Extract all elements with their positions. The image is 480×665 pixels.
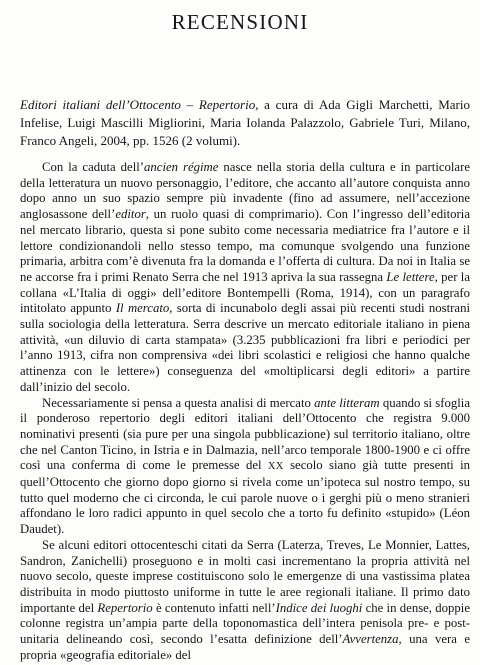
italic-title: Indice dei luoghi <box>275 600 363 615</box>
text-run: nasce nella storia della cultura e in particolare della letteratura un nuovo personaggio, l’editore, che accanto all’autore conquista anno dopo anno un suo spazio sempre più invadente (fino ad assumere, nell’accezione anglosassone dell’ <box>20 160 470 222</box>
text-run: Con la caduta dell’ <box>42 160 145 174</box>
text-run: è contenuto infatti nell’ <box>152 600 276 615</box>
paragraph-3 <box>20 538 470 664</box>
book-details: , a cura di Ada Gigli Marchetti, Mario Infelise, Luigi Mascilli Migliorini, Maria Iolanda Palazzolo, Gabriele Turi, Milano, Franco Angeli, 2004, pp. 1526 (2 volumi). <box>20 97 470 148</box>
italic-term: ante litteram <box>314 395 380 410</box>
small-caps-numeral: XX <box>267 461 284 473</box>
text-run: quando si sfoglia il ponderoso repertorio degli editori italiani dell’Ottocento che registra 9.000 nominativi presenti (sia pure per una singola pubblicazione) sul territorio italiano, oltre che nel Canton Ticino, in Istria e in Dalmazia, nell’arco temporale 1800-1900 e ci offre così una conferma di come le premesse del <box>20 395 470 473</box>
review-body <box>20 160 470 664</box>
italic-title: Le lettere <box>386 269 435 284</box>
italic-term: ancien régime <box>144 160 219 174</box>
italic-title: Repertorio <box>97 600 153 615</box>
text-run: Necessariamente si pensa a questa analisi di mercato <box>42 395 315 410</box>
text-run: che in dense, doppie colonne registra un’ampia parte della toponomastica dell’intera penisola pre- e post- unitaria delineando così, secondo l’esatta definizione dell’ <box>20 600 470 647</box>
text-run: , una vera e propria «geografia editoriale» del <box>20 632 470 662</box>
book-title: Editori italiani dell’Ottocento – Repertorio <box>20 97 256 112</box>
book-citation <box>20 96 470 150</box>
paragraph-1 <box>20 160 470 396</box>
italic-term: editor <box>115 207 146 222</box>
text-run: , sorta di incunabolo degli assai più recenti studi nostrani sulla sociologia della letteratura. Serra descrive un mercato editoriale italiano in piena attività, «un diluvio di carta stampata» (3.235 pubblicazioni fra libri e periodici per l’anno 1913, cifra non comprensiva «dei libri scolastici e religiosi che hanno qualche attinenza con le lettere») conseguenza del «moltiplicarsi degli editori» a partire dall’inizio del secolo. <box>20 301 470 394</box>
italic-title: Avvertenza <box>342 632 399 647</box>
section-title: RECENSIONI <box>171 10 309 34</box>
italic-title: Il mercato <box>115 301 170 316</box>
text-run: , per la collana «L’Italia di oggi» dell’editore Bontempelli (Roma, 1914), con un paragrafo intitolato appunto <box>20 269 471 316</box>
text-run: secolo siano già tutte presenti in quell’Ottocento che giorno dopo giorno si rivela come un’ipoteca sul nostro tempo, su tutto quel moderno che ci circonda, le cui parole nuove o i gerghi più o meno stranieri affondano le loro radici appunto in quel secolo che a torto fu definito «stupido» (Léon Daudet). <box>20 458 470 537</box>
text-run: Se alcuni editori ottocenteschi citati da Serra (Laterza, Treves, Le Monnier, Lattes, Sandron, Zanichelli) proseguono e in molti casi incrementano la propria attività nel nuovo secolo, queste imprese costituiscono solo le emergenze di una vastissima platea distribuita in modo piuttosto uniforme in tutte le aree regionali italiane. Il primo dato importante del <box>20 537 470 615</box>
text-run: , un ruolo quasi di comprimario). Con l’ingresso dell’editoria nel mercato librario, questa si pone subito come necessaria mediatrice fra l’autore e il lettore condizionandoli nello stesso tempo, ma comunque svolgendo una funzione primaria, arbitra com’è divenuta fra la domanda e l’offerta di cultura. Da noi in Italia se ne accorse fra i primi Renato Serra che nel 1913 apriva la sua rassegna <box>20 207 470 284</box>
paragraph-2 <box>20 396 470 538</box>
